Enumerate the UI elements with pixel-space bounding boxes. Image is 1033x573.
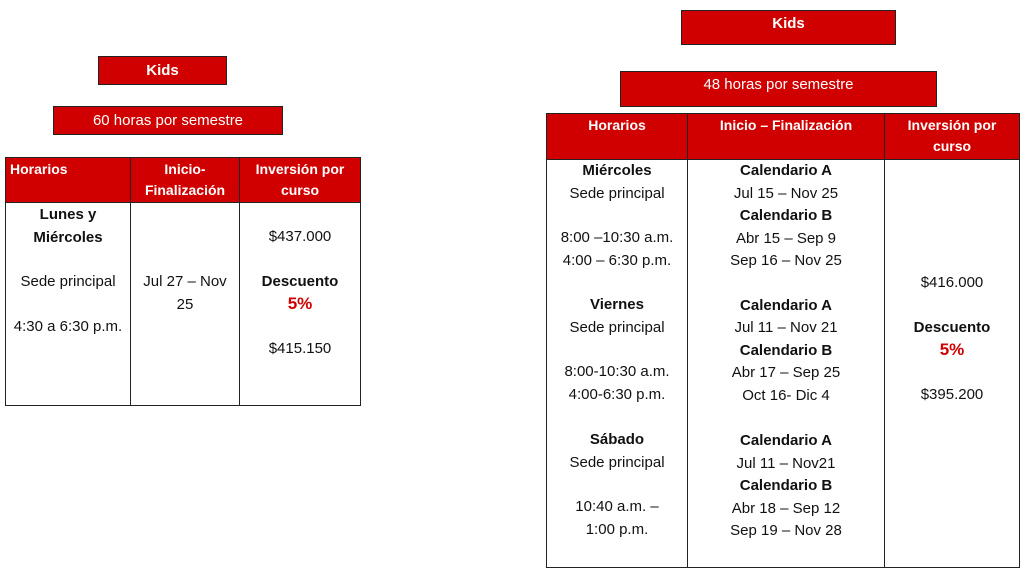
calendar-a-dates: Jul 11 – Nov 21 <box>734 319 838 336</box>
left-header-horarios: Horarios <box>6 158 131 203</box>
left-location: Sede principal <box>20 273 116 290</box>
right-schedule-cell <box>547 160 688 568</box>
right-location: Sede principal <box>569 318 665 336</box>
left-header-inversion: Inversión por curso <box>240 158 361 203</box>
right-time: 8:00 –10:30 a.m. <box>560 229 674 246</box>
calendar-a-label: Calendario A <box>740 162 832 179</box>
right-hours-box <box>620 71 937 107</box>
left-title: Kids <box>146 62 179 79</box>
right-hours: 48 horas por semestre <box>703 76 854 93</box>
calendar-a-dates: Jul 11 – Nov21 <box>736 454 836 472</box>
calendar-b-dates: Abr 18 – Sep 12 <box>731 499 841 517</box>
right-discount-label: Descuento <box>913 318 991 336</box>
right-dates-cell <box>688 160 885 568</box>
calendar-b-label: Calendario B <box>739 207 833 224</box>
calendar-a-label: Calendario A <box>740 296 832 314</box>
calendar-b-dates: Sep 19 – Nov 28 <box>730 522 842 539</box>
right-location: Sede principal <box>569 184 665 202</box>
right-day: Miércoles <box>582 162 652 179</box>
right-header-horarios: Horarios <box>547 114 688 160</box>
right-discount-pct: 5% <box>939 340 965 359</box>
right-title: Kids <box>772 15 805 32</box>
right-price: $416.000 <box>920 274 984 291</box>
right-day: Viernes <box>590 296 644 313</box>
right-time: 1:00 p.m. <box>585 520 649 538</box>
right-time: 4:00 – 6:30 p.m. <box>562 251 672 269</box>
right-time: 4:00-6:30 p.m. <box>568 385 666 403</box>
left-price: $437.000 <box>268 228 332 245</box>
right-day: Sábado <box>589 431 645 448</box>
calendar-b-dates: Abr 17 – Sep 25 <box>731 364 841 381</box>
calendar-a-label: Calendario A <box>740 432 832 449</box>
calendar-b-dates: Abr 15 – Sep 9 <box>735 229 837 247</box>
left-header-inicio: Inicio-Finalización <box>131 158 240 203</box>
right-time: 8:00-10:30 a.m. <box>564 363 670 380</box>
calendar-b-label: Calendario B <box>739 341 833 359</box>
left-schedule-cell <box>6 203 131 406</box>
right-header-inversion: Inversión por curso <box>885 114 1020 160</box>
left-title-box <box>98 56 227 85</box>
calendar-b-dates: Oct 16- Dic 4 <box>742 386 830 404</box>
left-dates-cell <box>131 203 240 406</box>
left-hours: 60 horas por semestre <box>92 112 244 129</box>
left-schedule-table <box>5 157 361 406</box>
right-header-inicio: Inicio – Finalización <box>688 114 885 160</box>
right-location: Sede principal <box>569 453 665 471</box>
left-discount-pct: 5% <box>287 294 313 313</box>
right-block-viernes-dates <box>692 295 880 431</box>
right-price-cell <box>885 160 1020 568</box>
right-title-box <box>681 10 896 45</box>
calendar-b-label: Calendario B <box>739 477 833 494</box>
right-schedule-table <box>546 113 1020 568</box>
calendar-b-dates: Sep 16 – Nov 25 <box>730 252 842 269</box>
right-block-miercoles-schedule <box>551 160 683 294</box>
right-time: 10:40 a.m. – <box>575 498 659 515</box>
left-days: Lunes y Miércoles <box>33 206 103 246</box>
right-discounted-price: $395.200 <box>920 385 984 403</box>
right-block-miercoles-dates <box>692 160 880 295</box>
left-discount-label: Descuento <box>261 272 339 290</box>
left-dates: Jul 27 – Nov 25 <box>143 273 227 313</box>
calendar-a-dates: Jul 15 – Nov 25 <box>733 184 839 202</box>
right-block-sabado-schedule <box>551 429 683 541</box>
left-time: 4:30 a 6:30 p.m. <box>13 317 123 335</box>
right-block-sabado-dates <box>692 430 880 543</box>
left-discounted-price: $415.150 <box>268 339 332 357</box>
left-hours-box <box>53 106 283 135</box>
left-price-cell <box>240 203 361 406</box>
right-block-viernes-schedule <box>551 294 683 429</box>
